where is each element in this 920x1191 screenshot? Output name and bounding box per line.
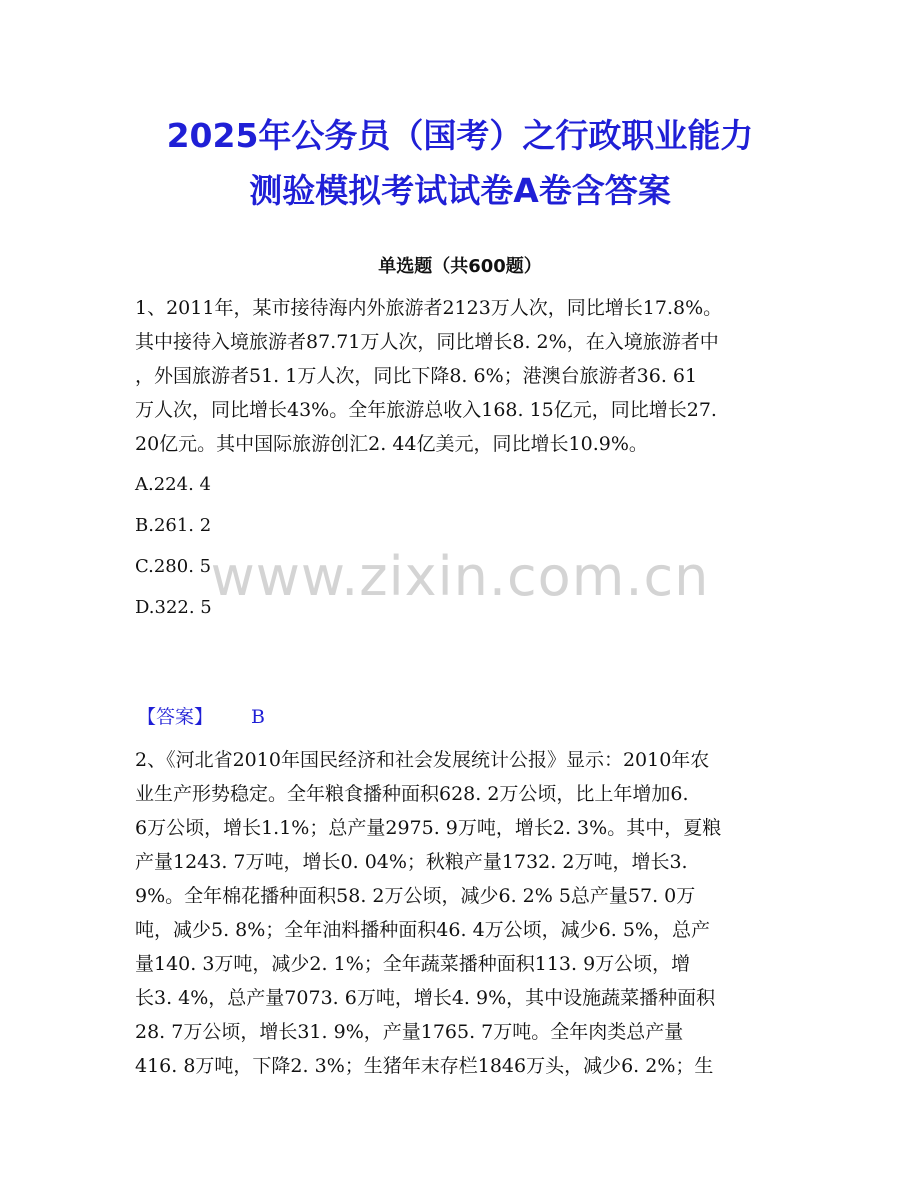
section-heading: 单选题（共600题）	[378, 256, 542, 277]
question-text-line: 吨，减少5. 8%；全年油料播种面积46. 4万公顷，减少6. 5%，总产	[135, 919, 710, 941]
document-title	[0, 108, 920, 218]
option-d: D.322. 5	[135, 597, 212, 618]
question-text-line: 产量1243. 7万吨，增长0. 04%；秋粮产量1732. 2万吨，增长3.	[135, 851, 688, 873]
title-line-2: 测验模拟考试试卷A卷含答案	[249, 171, 671, 210]
question-text-line: 20亿元。其中国际旅游创汇2. 44亿美元，同比增长10.9%。	[135, 433, 648, 455]
option-c: C.280. 5	[135, 556, 212, 577]
option-b: B.261. 2	[135, 515, 212, 536]
question-text-line: 长3. 4%，总产量7073. 6万吨，增长4. 9%，其中设施蔬菜播种面积	[135, 987, 716, 1009]
question-text-line: 6万公顷，增长1.1%；总产量2975. 9万吨，增长2. 3%。其中，夏粮	[135, 817, 722, 839]
question-2	[135, 743, 795, 1083]
question-1	[135, 291, 795, 461]
question-text-line: 9%。全年棉花播种面积58. 2万公顷，减少6. 2% 5总产量57. 0万	[135, 885, 696, 907]
question-text-line: ，外国旅游者51. 1万人次，同比下降8. 6%；港澳台旅游者36. 61	[135, 365, 698, 387]
answer-label: 【答案】	[137, 706, 214, 728]
answer-row	[137, 700, 265, 734]
answer-value: B	[251, 706, 265, 728]
question-text-line: 万人次，同比增长43%。全年旅游总收入168. 15亿元，同比增长27.	[135, 399, 717, 421]
option-a: A.224. 4	[135, 474, 211, 495]
question-text-line: 其中接待入境旅游者87.71万人次，同比增长8. 2%，在入境旅游者中	[135, 331, 719, 353]
question-text-line: 1、2011年，某市接待海内外旅游者2123万人次，同比增长17.8%。	[135, 297, 723, 319]
watermark: www.zixin.com.cn	[210, 545, 710, 608]
question-text-line: 28. 7万公顷，增长31. 9%，产量1765. 7万吨。全年肉类总产量	[135, 1021, 684, 1043]
question-text-line: 业生产形势稳定。全年粮食播种面积628. 2万公顷，比上年增加6.	[135, 783, 689, 805]
question-text-line: 416. 8万吨，下降2. 3%；生猪年末存栏1846万头，减少6. 2%；生	[135, 1055, 714, 1077]
question-text-line: 量140. 3万吨，减少2. 1%；全年蔬菜播种面积113. 9万公顷，增	[135, 953, 691, 975]
title-line-1: 2025年公务员（国考）之行政职业能力	[166, 116, 754, 155]
question-text-line: 2、《河北省2010年国民经济和社会发展统计公报》显示：2010年农	[135, 749, 710, 771]
